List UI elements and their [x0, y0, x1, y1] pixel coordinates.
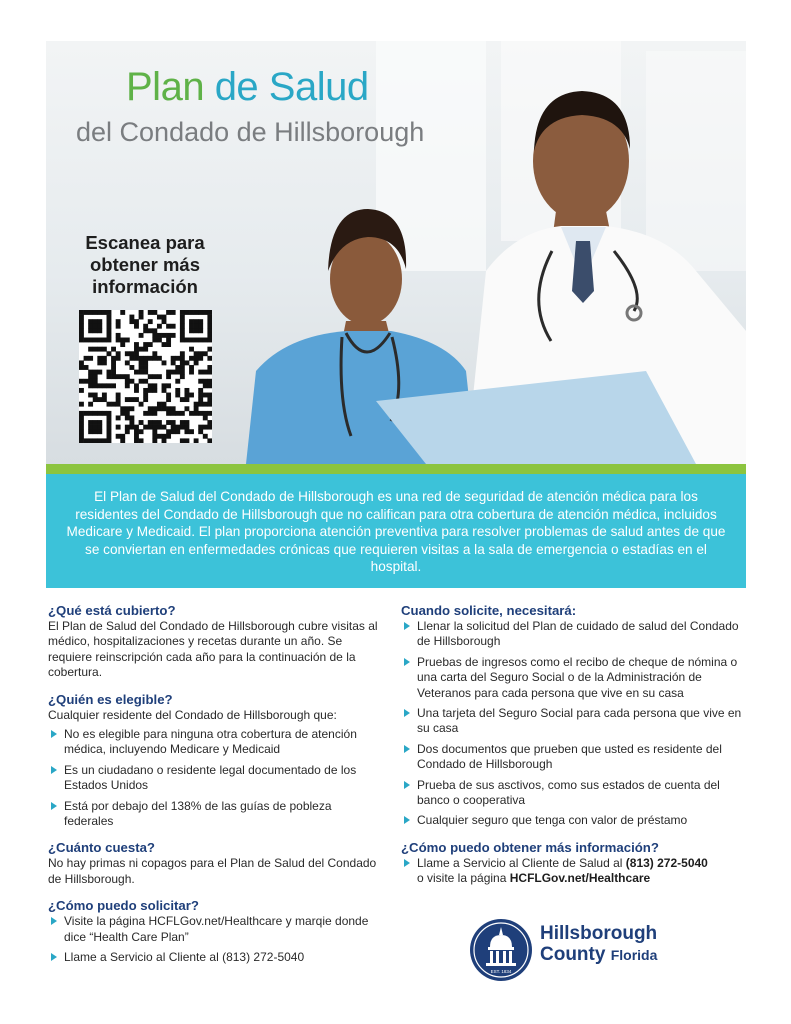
cost-heading: ¿Cuánto cuesta? — [48, 840, 155, 856]
more-call-text: Llame a Servicio al Cliente de Salud al — [417, 855, 626, 870]
bullet-arrow-icon — [404, 859, 410, 867]
green-divider — [46, 464, 746, 474]
bullet-arrow-icon — [404, 658, 410, 666]
more-phone[interactable]: (813) 272-5040 — [625, 855, 708, 870]
scan-line-1: Escanea para — [85, 232, 205, 253]
bullet-arrow-icon — [404, 709, 410, 717]
logo-line-3: Florida — [610, 947, 658, 963]
qr-code-graphic — [79, 310, 212, 443]
more-url-link[interactable]: HCFLGov.net/Healthcare — [509, 871, 651, 886]
more-info-heading: ¿Cómo puedo obtener más información? — [401, 839, 659, 855]
page-subtitle: del Condado de Hillsborough — [76, 117, 425, 147]
title-plan: Plan — [126, 65, 205, 109]
covered-text: El Plan de Salud del Condado de Hillsborough cubre visitas al médico, hospitalizaciones y recetas durante un año. Se requiere reinscripción cada año para la continuación de la cobertura. — [48, 619, 378, 680]
list-item: Prueba de sus asctivos, como sus estados de cuenta del banco o cooperativa — [401, 778, 746, 809]
cost-text: No hay primas ni copagos para el Plan de Salud del Condado de Hillsborough. — [48, 856, 377, 886]
list-item: Dos documentos que prueben que usted es residente del Condado de Hillsborough — [401, 742, 746, 773]
qr-code[interactable] — [79, 310, 212, 443]
intro-text: El Plan de Salud del Condado de Hillsborough es una red de seguridad de atención médica para los residentes del Condado de Hillsborough que no califican para otra cobertura de atención médica, incluidos Medicare y Medicaid. El plan proporciona atención preventiva para resolver problemas de salud antes de que se conviertan en enfermedades crónicas que requieren visitas a la sala de emergencia o estadías en el hospital. — [66, 489, 726, 575]
apply-list — [48, 914, 378, 965]
list-item: Visite la página HCFLGov.net/Healthcare y marqie donde dice “Health Care Plan” — [48, 914, 378, 945]
list-item: Llame a Servicio al Cliente al (813) 272-5040 — [48, 950, 378, 965]
bullet-arrow-icon — [404, 745, 410, 753]
title-de-salud: de Salud — [214, 65, 369, 109]
list-item — [401, 856, 746, 887]
list-item: No es elegible para ninguna otra cobertura de atención médica, incluyendo Medicare y Medicaid — [48, 727, 378, 758]
need-heading: Cuando solicite, necesitará: — [401, 603, 577, 618]
page-title — [126, 64, 369, 110]
bullet-arrow-icon — [404, 816, 410, 824]
more-info-list — [401, 856, 746, 887]
right-column — [401, 602, 746, 887]
logo-line-1: Hillsborough — [540, 923, 658, 944]
bullet-arrow-icon — [51, 766, 57, 774]
bullet-arrow-icon — [51, 917, 57, 925]
list-item: Cualquier seguro que tenga con valor de préstamo — [401, 813, 746, 828]
need-list — [401, 619, 746, 829]
bullet-arrow-icon — [51, 730, 57, 738]
more-visit-text: o visite la página — [417, 871, 510, 886]
list-item: Pruebas de ingresos como el recibo de cheque de nómina o una carta del Seguro Social o de la Administración de Veteranos para cada persona que vive en su casa — [401, 655, 746, 701]
bullet-arrow-icon — [51, 953, 57, 961]
eligible-lead: Cualquier residente del Condado de Hillsborough que: — [48, 707, 337, 722]
covered-heading: ¿Qué está cubierto? — [48, 603, 176, 618]
scan-caption — [70, 232, 220, 298]
logo-line-2: County Florida — [540, 944, 658, 965]
eligible-heading: ¿Quién es elegible? — [48, 691, 173, 707]
scan-line-2: obtener más — [89, 254, 200, 275]
scan-line-3: información — [92, 276, 198, 297]
bullet-arrow-icon — [51, 802, 57, 810]
eligible-list — [48, 727, 378, 829]
apply-heading: ¿Cómo puedo solicitar? — [48, 898, 199, 914]
hillsborough-county-logo — [468, 917, 728, 987]
list-item: Es un ciudadano o residente legal documentado de los Estados Unidos — [48, 763, 378, 794]
seal-text: EST. 1834 — [490, 969, 512, 974]
left-column — [48, 602, 378, 966]
list-item: Una tarjeta del Seguro Social para cada persona que vive en su casa — [401, 706, 746, 737]
list-item: Llenar la solicitud del Plan de cuidado de salud del Condado de Hillsborough — [401, 619, 746, 650]
bullet-arrow-icon — [404, 622, 410, 630]
list-item: Está por debajo del 138% de las guías de pobleza federales — [48, 799, 378, 830]
county-seal-icon — [468, 917, 534, 983]
bullet-arrow-icon — [404, 781, 410, 789]
